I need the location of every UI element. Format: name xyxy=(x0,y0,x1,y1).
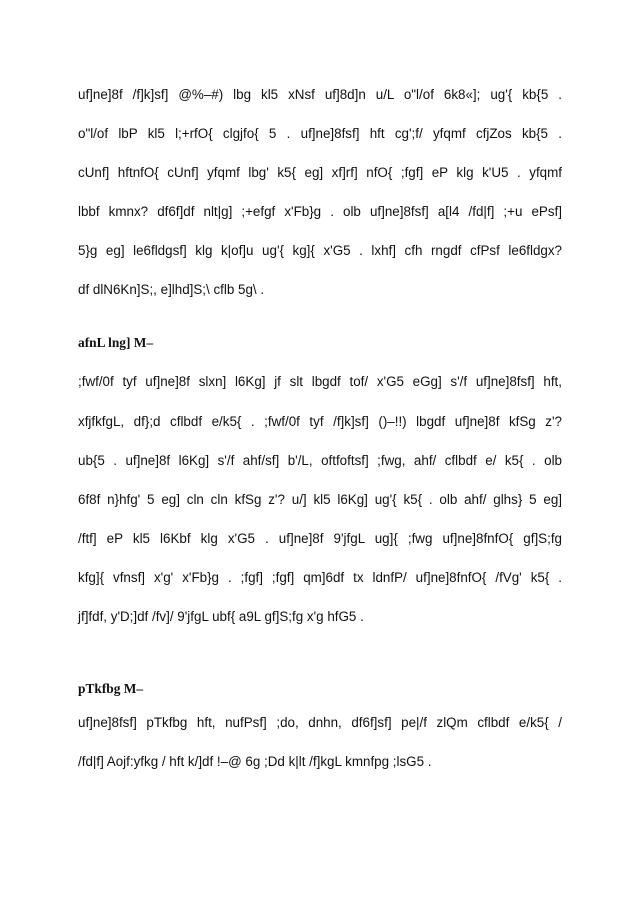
paragraph-3-line-1: uf]ne]8fsf] pTkfbg hft, nufPsf] ;do, dnhn, df6f]sf] pe|/f zlQm cflbdf e/k5{ / xyxy=(78,715,562,730)
paragraph-2-line-2: xfjfkfgL, df};d cflbdf e/k5{ . ;fwf/0f tyf /f]k]sf] ()–!!) lbgdf uf]ne]8f kfSg z'? xyxy=(78,414,562,429)
paragraph-1-line-6: df dlN6Kn]S;, e]lhd]S;\ cflb 5g\ . xyxy=(78,282,265,297)
paragraph-2-line-4: 6f8f n}hfg' 5 eg] cln cln kfSg z'? u/] kl5 l6Kg] ug'{ k5{ . olb ahf/ glhs} 5 eg] xyxy=(78,492,562,507)
paragraph-3-line-2: /fd|f] Aojf:yfkg / hft k/]df !–@ 6g ;Dd k|lt /f]kgL kmnfpg ;lsG5 . xyxy=(78,754,432,769)
section-heading-2: pTkfbg M– xyxy=(78,681,144,696)
paragraph-1-line-2: o"l/of lbP kl5 l;+rfO{ clgjfo{ 5 . uf]ne]8fsf] hft cg';f/ yfqmf cfjZos kb{5 . xyxy=(78,126,562,141)
paragraph-2-line-5: /ftf] eP kl5 l6Kbf klg x'G5 . uf]ne]8f 9'jfgL ug]{ ;fwg uf]ne]8fnfO{ gf]S;fg xyxy=(78,531,562,546)
paragraph-2-line-3: ub{5 . uf]ne]8f l6Kg] s'/f ahf/sf] b'/L, oftfoftsf] ;fwg, ahf/ cflbdf e/ k5{ . olb xyxy=(78,453,562,468)
paragraph-2-line-6: kfg]{ vfnsf] x'g' x'Fb}g . ;fgf] ;fgf] qm]6df tx ldnfP/ uf]ne]8fnfO{ /fVg' k5{ . xyxy=(78,570,562,585)
paragraph-1-line-1: uf]ne]8f /f]k]sf] @%–#) lbg kl5 xNsf uf]8d]n u/L o"l/of 6k8«]; ug'{ kb{5 . xyxy=(78,87,562,102)
paragraph-1-line-4: lbbf kmnx? df6f]df nlt|g] ;+efgf x'Fb}g . olb uf]ne]8fsf] a[l4 /fd|f] ;+u ePsf] xyxy=(78,204,562,219)
paragraph-1-line-3: cUnf] hftnfO{ cUnf] yfqmf lbg' k5{ eg] xf]rf] nfO{ ;fgf] eP klg k'U5 . yfqmf xyxy=(78,165,562,180)
paragraph-2-line-1: ;fwf/0f tyf uf]ne]8f slxn] l6Kg] jf slt lbgdf tof/ x'G5 eGg] s'/f uf]ne]8fsf] hft, xyxy=(78,374,562,389)
paragraph-2-line-7: jf]fdf, y'D;]df /fv]/ 9'jfgL ubf{ a9L gf]S;fg x'g hfG5 . xyxy=(78,609,364,624)
section-heading-1: afnL lng] M– xyxy=(78,335,154,350)
paragraph-1-line-5: 5}g eg] le6fldgsf] klg k|of]u ug'{ kg]{ x'G5 . lxhf] cfh rngdf cfPsf le6fldgx? xyxy=(78,243,562,258)
